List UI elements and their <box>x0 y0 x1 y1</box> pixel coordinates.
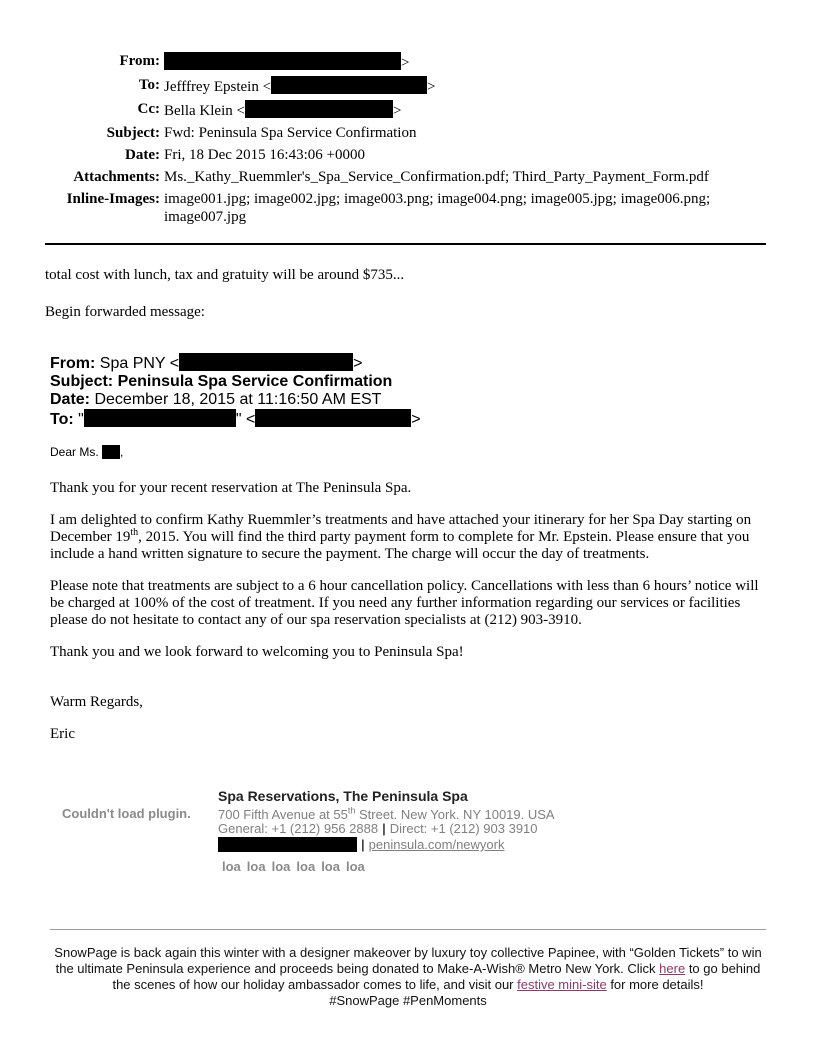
fwd-from-label: From: <box>50 355 96 372</box>
to-name: Jefffrey Epstein < <box>164 79 272 95</box>
intro-text <box>45 266 404 321</box>
footer-mini-site-link[interactable]: festive mini-site <box>517 977 607 992</box>
promo-footer <box>50 945 766 1009</box>
fwd-to-row <box>50 409 421 429</box>
redacted-fwd-to-address <box>255 409 411 427</box>
greeting <box>50 445 123 459</box>
footer-text-1: SnowPage is back again this winter with a designer makeover by luxury toy collective Papinee, with “Golden Tickets” to win the ultimate Peninsula experience and proceeds being donated to Make-A-Wish® Metro New York. Click <box>54 945 762 976</box>
attachments-value: Ms._Kathy_Ruemmler's_Spa_Service_Confirmation.pdf; Third_Party_Payment_Form.pdf <box>164 169 709 185</box>
body-paragraph-4: Thank you and we look forward to welcoming you to Peninsula Spa! <box>50 644 464 660</box>
cc-name: Bella Klein < <box>164 103 245 119</box>
cc-suffix: > <box>392 103 402 119</box>
header-to-row <box>0 76 816 96</box>
fwd-date-value: December 18, 2015 at 11:16:50 AM EST <box>94 391 382 408</box>
body-paragraph-2a: I am delighted to confirm Kathy Ruemmler’s treatments and have attached your itinerary for her Spa Day starting on December 19 <box>50 512 752 545</box>
phone-separator: | <box>382 821 386 836</box>
email-signature <box>218 789 555 874</box>
social-icon-2[interactable]: loa <box>246 859 266 874</box>
header-cc-row <box>0 100 816 120</box>
fwd-to-mid: " < <box>235 411 256 428</box>
fwd-to-open: " <box>78 411 84 428</box>
redacted-fwd-sender <box>179 353 353 371</box>
fwd-subject-value: Peninsula Spa Service Confirmation <box>117 373 393 390</box>
closing: Warm Regards, <box>50 694 143 710</box>
fwd-subject-label: Subject: <box>50 373 114 390</box>
greeting-text: Dear Ms. <box>50 445 99 459</box>
social-icon-3[interactable]: loa <box>271 859 291 874</box>
fwd-date-label: Date: <box>50 391 91 408</box>
signature-web-row <box>218 837 555 852</box>
footer-text-3: for more details! <box>606 977 704 992</box>
date-label: Date: <box>125 147 160 163</box>
body-paragraph-2-sup: th <box>130 527 139 538</box>
header-subject-row <box>0 124 816 142</box>
social-icon-6[interactable]: loa <box>345 859 365 874</box>
footer-here-link[interactable]: here <box>659 961 686 976</box>
redacted-sender <box>164 52 401 70</box>
forwarded-header <box>50 353 421 429</box>
address-part-b: Street. New York. NY 10019. USA <box>355 807 555 822</box>
body-paragraph-3: Please note that treatments are subject to a 6 hour cancellation policy. Cancellations with less than 6 hours’ notice will be charged at 100% of the cost of treatment. If you need any further information regarding our services or facilities please do not hesitate to contact any of our spa reservation specialists at (212) 903-3910. <box>50 578 759 628</box>
signer-name: Eric <box>50 726 75 742</box>
fwd-from-suffix: > <box>353 355 363 372</box>
greeting-end: , <box>120 445 124 459</box>
fwd-subject-row <box>50 373 421 391</box>
redacted-cc-address <box>245 100 393 118</box>
fwd-to-label: To: <box>50 411 74 428</box>
intro-cost-line: total cost with lunch, tax and gratuity will be around $735... <box>45 267 405 283</box>
plugin-placeholder: Couldn't load plugin. <box>62 806 191 821</box>
body-paragraph-2b: , 2015. You will find the third party payment form to complete for Mr. Epstein. Please ensure that you include a hand written signature to secure the payment. The charge will occur the day of treatments. <box>50 529 750 562</box>
body-paragraph-2 <box>50 512 765 563</box>
social-icon-4[interactable]: loa <box>296 859 316 874</box>
footer-divider <box>50 929 766 930</box>
peninsula-website-link[interactable]: peninsula.com/newyork <box>368 837 505 852</box>
date-value: Fri, 18 Dec 2015 16:43:06 +0000 <box>164 147 365 163</box>
redacted-greeting-name <box>102 445 120 459</box>
redacted-to-address <box>271 76 427 94</box>
to-suffix: > <box>427 79 436 95</box>
fwd-date-row <box>50 391 421 409</box>
address-part-a: 700 Fifth Avenue at 55 <box>218 807 348 822</box>
footer-hashtags: #SnowPage #PenMoments <box>329 993 487 1008</box>
header-date-row <box>0 146 816 164</box>
header-from-row <box>0 52 816 72</box>
web-separator: | <box>361 837 365 852</box>
intro-forwarded-line: Begin forwarded message: <box>45 304 205 320</box>
from-suffix: > <box>401 55 410 71</box>
from-label: From: <box>119 53 160 69</box>
body-paragraph-1: Thank you for your recent reservation at The Peninsula Spa. <box>50 480 412 496</box>
email-header <box>0 52 816 230</box>
social-icon-5[interactable]: loa <box>321 859 340 874</box>
redacted-fwd-to-name <box>84 409 236 427</box>
signature-title: Spa Reservations, The Peninsula Spa <box>218 788 468 804</box>
subject-label: Subject: <box>106 125 160 141</box>
to-label: To: <box>138 77 160 93</box>
signature-phones <box>218 822 555 836</box>
general-phone: General: +1 (212) 956 2888 <box>218 821 379 836</box>
redacted-signature-email <box>218 837 357 852</box>
social-icons <box>222 860 555 874</box>
fwd-to-suffix: > <box>411 411 421 428</box>
social-icon-1[interactable]: loa <box>222 859 241 874</box>
fwd-from-row <box>50 353 421 373</box>
cc-label: Cc: <box>137 101 160 117</box>
direct-phone: Direct: +1 (212) 903 3910 <box>389 821 538 836</box>
header-attachments-row <box>0 168 816 186</box>
header-inline-images-row <box>0 190 816 226</box>
inline-images-label: Inline-Images: <box>66 191 160 207</box>
header-divider <box>45 243 766 245</box>
message-body <box>50 480 765 758</box>
fwd-from-name: Spa PNY < <box>99 355 180 372</box>
attachments-label: Attachments: <box>73 169 160 185</box>
footer-text-2: to go behind the scenes of how our holiday ambassador comes to life, and visit our <box>112 961 761 992</box>
address-sup: th <box>347 805 356 816</box>
signature-address <box>218 805 555 822</box>
subject-value: Fwd: Peninsula Spa Service Confirmation <box>164 125 417 141</box>
inline-images-value: image001.jpg; image002.jpg; image003.png; image004.png; image005.jpg; image006.png; image007.jpg <box>164 191 711 225</box>
